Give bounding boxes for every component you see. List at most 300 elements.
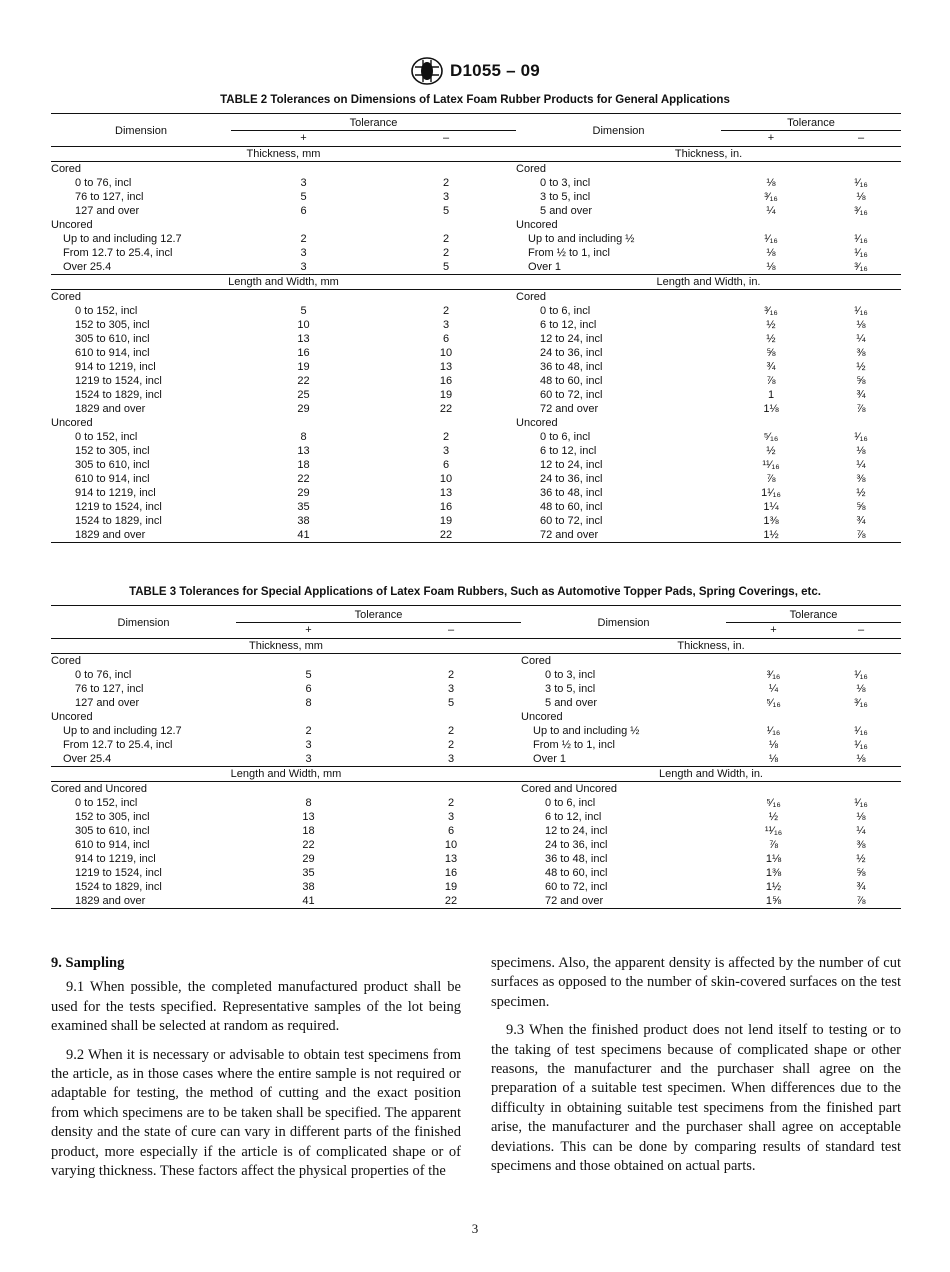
dimension-cell: 0 to 3, incl — [545, 669, 596, 681]
plus-tolerance-cell: 10 — [297, 319, 310, 331]
dimension-header: Dimension — [516, 114, 721, 147]
plus-tolerance-cell: ⅛ — [768, 739, 779, 751]
plus-tolerance-cell: 22 — [297, 473, 310, 485]
group-label: Uncored — [516, 417, 558, 429]
dimension-cell: 1219 to 1524, incl — [75, 375, 162, 387]
plus-tolerance-cell: 1⅜ — [763, 515, 779, 527]
minus-tolerance-cell: 6 — [442, 333, 450, 345]
plus-tolerance-cell: ⅛ — [766, 177, 776, 189]
plus-header: + — [721, 131, 821, 147]
plus-tolerance-cell: 18 — [302, 825, 315, 837]
group-label-row — [51, 218, 901, 232]
plus-tolerance-cell: 5 — [305, 669, 312, 681]
group-label-row — [51, 654, 901, 669]
table-row — [51, 514, 901, 528]
plus-header: + — [236, 623, 381, 639]
dimension-cell: 0 to 76, incl — [75, 177, 132, 189]
minus-tolerance-cell: ⅝ — [856, 501, 866, 513]
minus-tolerance-cell: ³⁄₁₆ — [854, 205, 868, 217]
minus-tolerance-cell: ⅜ — [856, 839, 866, 851]
dimension-cell: 0 to 152, incl — [75, 797, 138, 809]
page-number: 3 — [471, 1221, 479, 1236]
section-header-row — [51, 767, 901, 782]
section-header: Thickness, mm — [51, 639, 521, 654]
minus-tolerance-cell: ⅛ — [856, 683, 866, 695]
empty-cell — [726, 710, 821, 724]
plus-tolerance-cell: ½ — [766, 445, 776, 457]
group-label: Cored — [51, 655, 81, 667]
plus-tolerance-cell: 41 — [236, 894, 381, 909]
plus-tolerance-cell: 29 — [297, 487, 310, 499]
tolerance-header: Tolerance — [726, 606, 901, 623]
minus-tolerance-cell: 6 — [442, 459, 450, 471]
table-row — [51, 260, 901, 275]
dimension-cell: 72 and over — [521, 894, 726, 909]
dimension-cell: Up to and including 12.7 — [63, 233, 182, 245]
section-header-row — [51, 275, 901, 290]
minus-tolerance-cell: ¹⁄₁₆ — [854, 305, 868, 317]
plus-tolerance-cell: 3 — [300, 261, 307, 273]
minus-tolerance-cell: 3 — [442, 191, 450, 203]
dimension-cell: Over 25.4 — [63, 261, 112, 273]
minus-tolerance-cell: ³⁄₁₆ — [854, 697, 868, 709]
minus-tolerance-cell: ⅛ — [856, 191, 866, 203]
plus-tolerance-cell: ¼ — [768, 683, 779, 695]
empty-cell — [821, 416, 901, 430]
minus-tolerance-cell: 13 — [439, 361, 453, 373]
dimension-cell: 5 and over — [545, 697, 597, 709]
plus-tolerance-cell: 1⅜ — [765, 867, 782, 879]
minus-tolerance-cell: 3 — [442, 319, 450, 331]
plus-tolerance-cell: 38 — [297, 515, 310, 527]
minus-tolerance-cell: 10 — [439, 347, 453, 359]
paragraph-9-2-continued: specimens. Also, the apparent density is affected by the number of cut surfaces as opposed to the number of skin-covered surfaces on the test specimen. — [491, 955, 901, 1010]
plus-tolerance-cell: 18 — [297, 459, 310, 471]
empty-cell — [231, 290, 376, 305]
dimension-cell: 914 to 1219, incl — [75, 853, 156, 865]
empty-cell — [821, 162, 901, 177]
plus-tolerance-cell: ⅞ — [768, 839, 779, 851]
plus-tolerance-cell: 1¹⁄₁₆ — [761, 487, 781, 499]
empty-cell — [726, 782, 821, 797]
plus-tolerance-cell: 13 — [297, 333, 310, 345]
table-row — [51, 332, 901, 346]
plus-tolerance-cell: ¼ — [766, 205, 776, 217]
dimension-cell: 0 to 152, incl — [75, 431, 138, 443]
minus-tolerance-cell: 10 — [444, 839, 458, 851]
plus-tolerance-cell: ½ — [766, 319, 776, 331]
table2 — [51, 113, 901, 543]
dimension-cell: 152 to 305, incl — [75, 319, 150, 331]
empty-cell — [376, 290, 516, 305]
table-row — [51, 824, 901, 838]
plus-tolerance-cell: ⁵⁄₁₆ — [763, 431, 779, 443]
empty-cell — [721, 162, 821, 177]
left-column — [51, 954, 461, 1190]
table-row — [51, 796, 901, 810]
minus-tolerance-cell: ⅛ — [856, 811, 866, 823]
dimension-cell: 36 to 48, incl — [540, 487, 603, 499]
dimension-cell: 60 to 72, incl — [545, 881, 608, 893]
plus-tolerance-cell: 1⅛ — [763, 403, 779, 415]
empty-cell — [821, 710, 901, 724]
minus-tolerance-cell: 2 — [447, 669, 455, 681]
minus-tolerance-cell: ⅜ — [856, 347, 866, 359]
minus-tolerance-cell: 16 — [444, 867, 458, 879]
dimension-cell: 48 to 60, incl — [540, 375, 603, 387]
plus-tolerance-cell: 29 — [302, 853, 315, 865]
table-row — [51, 176, 901, 190]
section-header-row — [51, 147, 901, 162]
section-header: Thickness, in. — [516, 147, 901, 162]
minus-header: – — [381, 623, 521, 639]
plus-tolerance-cell: ¹¹⁄₁₆ — [764, 825, 783, 837]
minus-tolerance-cell: 22 — [376, 528, 516, 543]
minus-tolerance-cell: 2 — [447, 797, 455, 809]
empty-cell — [231, 416, 376, 430]
dimension-cell: 152 to 305, incl — [75, 445, 150, 457]
minus-tolerance-cell: ¹⁄₁₆ — [854, 797, 868, 809]
table-row — [51, 752, 901, 767]
plus-tolerance-cell: ¾ — [766, 361, 776, 373]
dimension-cell: 12 to 24, incl — [540, 333, 603, 345]
plus-tolerance-cell: 8 — [305, 697, 312, 709]
group-label: Uncored — [51, 219, 93, 231]
plus-tolerance-cell: 5 — [300, 191, 307, 203]
dimension-cell: 127 and over — [75, 697, 140, 709]
minus-tolerance-cell: 6 — [447, 825, 455, 837]
dimension-cell: 24 to 36, incl — [540, 473, 603, 485]
dimension-cell: 60 to 72, incl — [540, 515, 603, 527]
plus-header: + — [231, 131, 376, 147]
table-row — [51, 880, 901, 894]
paragraph-9-1: 9.1 When possible, the completed manufactured product shall be used for the tests specified. Representative samples of the lot being examined shall be selected at random as required. — [51, 979, 461, 1035]
section-header: Length and Width, in. — [521, 767, 901, 782]
dimension-cell: Over 1 — [528, 261, 562, 273]
empty-cell — [376, 218, 516, 232]
empty-cell — [721, 218, 821, 232]
plus-tolerance-cell: ³⁄₁₆ — [766, 669, 781, 681]
group-label-row — [51, 782, 901, 797]
minus-tolerance-cell: ¼ — [856, 459, 866, 471]
minus-tolerance-cell: 2 — [447, 739, 455, 751]
section-header: Thickness, mm — [51, 147, 516, 162]
minus-tolerance-cell: ¾ — [856, 515, 866, 527]
dimension-cell: Up to and including 12.7 — [63, 725, 182, 737]
dimension-cell: 1524 to 1829, incl — [75, 389, 162, 401]
minus-tolerance-cell: 2 — [442, 177, 450, 189]
dimension-cell: 0 to 76, incl — [75, 669, 132, 681]
page-header — [0, 56, 950, 86]
minus-tolerance-cell: ¹⁄₁₆ — [854, 431, 868, 443]
minus-tolerance-cell: ¹⁄₁₆ — [854, 725, 868, 737]
empty-cell — [721, 416, 821, 430]
table-row — [51, 528, 901, 543]
dimension-cell: 76 to 127, incl — [75, 191, 144, 203]
plus-tolerance-cell: 13 — [302, 811, 315, 823]
minus-tolerance-cell: ⅞ — [821, 528, 901, 543]
dimension-cell: 610 to 914, incl — [75, 347, 150, 359]
minus-tolerance-cell: ½ — [856, 487, 866, 499]
dimension-cell: From 12.7 to 25.4, incl — [63, 739, 173, 751]
table-row — [51, 668, 901, 682]
dimension-cell: 914 to 1219, incl — [75, 487, 156, 499]
plus-tolerance-cell: 1¼ — [763, 501, 779, 513]
empty-cell — [231, 218, 376, 232]
minus-tolerance-cell: ½ — [856, 853, 866, 865]
dimension-cell: 152 to 305, incl — [75, 811, 150, 823]
plus-tolerance-cell: 1 — [767, 389, 775, 401]
minus-tolerance-cell: ⅛ — [856, 445, 866, 457]
dimension-cell: 305 to 610, incl — [75, 459, 150, 471]
minus-tolerance-cell: ¹⁄₁₆ — [854, 739, 868, 751]
section-header: Thickness, in. — [521, 639, 901, 654]
empty-cell — [376, 416, 516, 430]
paragraph-9-2: 9.2 When it is necessary or advisable to obtain test specimens from the article, as in those cases where the entire sample is not required or adaptable for testing, the method of cutting and the exact position from which specimens are to be taken shall be specified. The apparent density and the state of cure can vary in different parts of the finished product, more especially if the article is of complicated shape or of varying thickness. These factors affect the physical properties of the — [51, 1046, 461, 1180]
table-row — [51, 682, 901, 696]
minus-tolerance-cell: ³⁄₁₆ — [854, 261, 868, 273]
minus-tolerance-cell: ⅛ — [856, 753, 866, 765]
plus-tolerance-cell: ¹⁄₁₆ — [766, 725, 781, 737]
dimension-cell: 1829 and over — [51, 894, 236, 909]
dimension-cell: 12 to 24, incl — [545, 825, 608, 837]
plus-tolerance-cell: ½ — [766, 333, 776, 345]
group-label: Cored and Uncored — [51, 783, 148, 795]
plus-tolerance-cell: ¹¹⁄₁₆ — [762, 459, 780, 471]
minus-tolerance-cell: ¹⁄₁₆ — [854, 177, 868, 189]
group-label: Cored — [51, 291, 81, 303]
plus-tolerance-cell: 22 — [297, 375, 310, 387]
minus-tolerance-cell: ⅞ — [856, 403, 866, 415]
table-row — [51, 838, 901, 852]
empty-cell — [726, 654, 821, 669]
plus-tolerance-cell: 1⅝ — [726, 894, 821, 909]
plus-tolerance-cell: 25 — [297, 389, 310, 401]
plus-tolerance-cell: 6 — [305, 683, 312, 695]
dimension-cell: From ½ to 1, incl — [528, 247, 610, 259]
minus-tolerance-cell: ¼ — [856, 333, 866, 345]
plus-tolerance-cell: 5 — [300, 305, 307, 317]
plus-tolerance-cell: 8 — [305, 797, 312, 809]
plus-tolerance-cell: 3 — [305, 739, 312, 751]
plus-tolerance-cell: ³⁄₁₆ — [764, 191, 778, 203]
minus-tolerance-cell: 5 — [442, 205, 450, 217]
empty-cell — [236, 782, 381, 797]
minus-tolerance-cell: ¾ — [856, 389, 866, 401]
dimension-cell: 127 and over — [75, 205, 140, 217]
table-row — [51, 724, 901, 738]
group-label: Cored — [516, 163, 546, 175]
dimension-cell: 610 to 914, incl — [75, 839, 150, 851]
group-label-row — [51, 710, 901, 724]
dimension-cell: Up to and including ½ — [528, 233, 635, 245]
minus-tolerance-cell: 19 — [444, 881, 458, 893]
group-label: Cored — [51, 163, 81, 175]
empty-cell — [821, 218, 901, 232]
dimension-header: Dimension — [51, 606, 236, 639]
table-row — [51, 500, 901, 514]
minus-tolerance-cell: ¾ — [856, 881, 866, 893]
dimension-cell: 1219 to 1524, incl — [75, 867, 162, 879]
plus-tolerance-cell: ¹⁄₁₆ — [764, 233, 778, 245]
table-row — [51, 360, 901, 374]
table-row — [51, 810, 901, 824]
plus-tolerance-cell: ⁵⁄₁₆ — [766, 697, 781, 709]
plus-tolerance-cell: 41 — [231, 528, 376, 543]
minus-tolerance-cell: ½ — [856, 361, 866, 373]
section-header: Length and Width, mm — [51, 767, 521, 782]
dimension-cell: 0 to 152, incl — [75, 305, 138, 317]
table-row — [51, 204, 901, 218]
group-label-row — [51, 290, 901, 305]
dimension-cell: 6 to 12, incl — [540, 445, 597, 457]
table-row — [51, 458, 901, 472]
plus-tolerance-cell: 3 — [300, 177, 307, 189]
dimension-cell: 1524 to 1829, incl — [75, 881, 162, 893]
group-label: Uncored — [516, 219, 558, 231]
plus-tolerance-cell: 3 — [300, 247, 307, 259]
dimension-cell: 48 to 60, incl — [540, 501, 603, 513]
dimension-cell: 0 to 6, incl — [540, 431, 591, 443]
plus-tolerance-cell: 35 — [297, 501, 310, 513]
minus-tolerance-cell: ¹⁄₁₆ — [854, 669, 868, 681]
plus-tolerance-cell: ⅛ — [766, 247, 776, 259]
empty-cell — [721, 290, 821, 305]
plus-tolerance-cell: ⅛ — [768, 753, 779, 765]
empty-cell — [376, 162, 516, 177]
table-row — [51, 374, 901, 388]
plus-tolerance-cell: ³⁄₁₆ — [764, 305, 778, 317]
plus-tolerance-cell: 3 — [305, 753, 312, 765]
dimension-cell: 48 to 60, incl — [545, 867, 608, 879]
plus-tolerance-cell: 2 — [305, 725, 312, 737]
dimension-cell: 72 and over — [540, 403, 599, 415]
plus-tolerance-cell: ⁵⁄₁₆ — [766, 797, 781, 809]
section-header: Length and Width, mm — [51, 275, 516, 290]
table-row — [51, 738, 901, 752]
table-row — [51, 402, 901, 416]
right-column — [491, 954, 901, 1185]
dimension-cell: 5 and over — [540, 205, 592, 217]
plus-tolerance-cell: ½ — [768, 811, 779, 823]
plus-tolerance-cell: ⅞ — [766, 375, 776, 387]
table-row — [51, 232, 901, 246]
group-label: Uncored — [521, 711, 563, 723]
minus-header: – — [821, 623, 901, 639]
empty-cell — [381, 782, 521, 797]
group-label: Uncored — [51, 711, 93, 723]
table-row — [51, 866, 901, 880]
plus-tolerance-cell: 1⅛ — [765, 853, 782, 865]
minus-tolerance-cell: ⅜ — [856, 473, 866, 485]
plus-tolerance-cell: 1½ — [765, 881, 782, 893]
minus-tolerance-cell: 5 — [442, 261, 450, 273]
dimension-cell: 6 to 12, incl — [540, 319, 597, 331]
table-row — [51, 472, 901, 486]
document-id: D1055 – 09 — [450, 61, 540, 80]
plus-tolerance-cell: 8 — [300, 431, 307, 443]
minus-tolerance-cell: 3 — [447, 683, 455, 695]
table-row — [51, 894, 901, 909]
table-row — [51, 696, 901, 710]
table-row — [51, 246, 901, 260]
empty-cell — [821, 290, 901, 305]
minus-tolerance-cell: 2 — [442, 431, 450, 443]
dimension-cell: 3 to 5, incl — [540, 191, 591, 203]
minus-tolerance-cell: 13 — [439, 487, 453, 499]
minus-tolerance-cell: ¹⁄₁₆ — [854, 233, 868, 245]
dimension-cell: 305 to 610, incl — [75, 333, 150, 345]
plus-tolerance-cell: 29 — [297, 403, 310, 415]
plus-tolerance-cell: 22 — [302, 839, 315, 851]
dimension-cell: From ½ to 1, incl — [533, 739, 615, 751]
empty-cell — [821, 654, 901, 669]
empty-cell — [236, 654, 381, 669]
table-row — [51, 486, 901, 500]
dimension-cell: 305 to 610, incl — [75, 825, 150, 837]
minus-tolerance-cell: 19 — [439, 389, 453, 401]
minus-tolerance-cell: ⅝ — [856, 375, 866, 387]
plus-tolerance-cell: 2 — [300, 233, 307, 245]
minus-tolerance-cell: 3 — [447, 753, 455, 765]
dimension-header: Dimension — [521, 606, 726, 639]
plus-tolerance-cell: ⅞ — [766, 473, 776, 485]
plus-tolerance-cell: 35 — [302, 867, 315, 879]
table-row — [51, 318, 901, 332]
dimension-cell: 1524 to 1829, incl — [75, 515, 162, 527]
tolerance-header: Tolerance — [236, 606, 521, 623]
dimension-cell: 6 to 12, incl — [545, 811, 602, 823]
minus-tolerance-cell: ¹⁄₁₆ — [854, 247, 868, 259]
table-row — [51, 304, 901, 318]
group-label-row — [51, 162, 901, 177]
minus-tolerance-cell: 16 — [439, 375, 453, 387]
dimension-cell: 0 to 6, incl — [540, 305, 591, 317]
minus-tolerance-cell: 2 — [442, 233, 450, 245]
minus-tolerance-cell: 19 — [439, 515, 453, 527]
dimension-cell: 610 to 914, incl — [75, 473, 150, 485]
empty-cell — [821, 782, 901, 797]
minus-tolerance-cell: 2 — [442, 247, 450, 259]
minus-tolerance-cell: 16 — [439, 501, 453, 513]
plus-tolerance-cell: 38 — [302, 881, 315, 893]
dimension-cell: 24 to 36, incl — [540, 347, 603, 359]
minus-tolerance-cell: ⅝ — [856, 867, 866, 879]
empty-cell — [381, 654, 521, 669]
table3 — [51, 605, 901, 909]
plus-tolerance-cell: 6 — [300, 205, 307, 217]
tolerance-header: Tolerance — [231, 114, 516, 131]
dimension-cell: 36 to 48, incl — [540, 361, 603, 373]
group-label: Cored and Uncored — [521, 783, 618, 795]
minus-tolerance-cell: 3 — [442, 445, 450, 457]
astm-logo-icon — [410, 56, 444, 86]
plus-tolerance-cell: ⅝ — [766, 347, 776, 359]
dimension-cell: 12 to 24, incl — [540, 459, 603, 471]
paragraph-9-3: 9.3 When the finished product does not lend itself to testing or to the taking of test specimens because of complicated shape or other reasons, the manufacturer and the purchaser shall agree on the preparation of a suitable test specimen. When differences due to the difficulty in obtaining suitable test specimens from the finished part arise, the manufacturer and the purchaser shall agree on acceptable deviations. This can be done by comparing results of standard test specimens and those obtained on actual parts. — [491, 1022, 901, 1175]
dimension-cell: Over 1 — [533, 753, 567, 765]
empty-cell — [236, 710, 381, 724]
dimension-cell: 60 to 72, incl — [540, 389, 603, 401]
minus-tolerance-cell: 3 — [447, 811, 455, 823]
plus-tolerance-cell: 16 — [297, 347, 310, 359]
dimension-cell: 1829 and over — [51, 528, 231, 543]
dimension-cell: Over 25.4 — [63, 753, 112, 765]
plus-tolerance-cell: 13 — [297, 445, 310, 457]
empty-cell — [231, 162, 376, 177]
section-heading: 9. Sampling — [51, 955, 125, 971]
minus-tolerance-cell: ¼ — [856, 825, 866, 837]
